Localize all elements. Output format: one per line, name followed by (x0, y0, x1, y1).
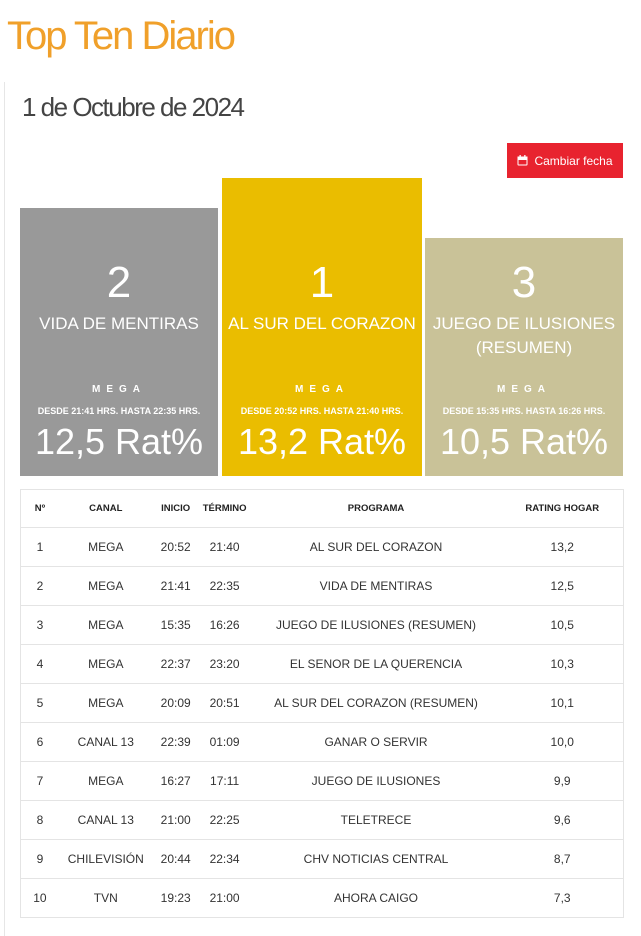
calendar-icon (517, 155, 528, 166)
cell-rating: 10,0 (501, 723, 623, 762)
cell-canal: CANAL 13 (59, 801, 153, 840)
cell-inicio: 22:37 (153, 645, 199, 684)
cell-no: 8 (21, 801, 59, 840)
cell-inicio: 22:39 (153, 723, 199, 762)
cell-canal: MEGA (59, 645, 153, 684)
table-row (21, 879, 624, 918)
cell-programa: JUEGO DE ILUSIONES (251, 762, 502, 801)
cell-rating: 10,1 (501, 684, 623, 723)
podium-rank: 3 (511, 258, 537, 307)
ranking-table (20, 489, 624, 918)
cell-canal: MEGA (59, 606, 153, 645)
page-title: Top Ten Diario (7, 14, 234, 58)
cell-canal: CHILEVISIÓN (59, 840, 153, 879)
table-row (21, 723, 624, 762)
cell-programa: TELETRECE (251, 801, 502, 840)
cell-termino: 22:34 (199, 840, 251, 879)
table-row (21, 801, 624, 840)
table-header-row (21, 490, 624, 528)
cell-rating: 12,5 (501, 567, 623, 606)
cell-no: 9 (21, 840, 59, 879)
cell-inicio: 20:44 (153, 840, 199, 879)
podium-channel: MEGA (497, 384, 551, 395)
podium-program: VIDA DE MENTIRAS (39, 314, 199, 333)
cell-no: 3 (21, 606, 59, 645)
table-row (21, 684, 624, 723)
table-row (21, 645, 624, 684)
cell-no: 2 (21, 567, 59, 606)
podium-card-second[interactable] (20, 208, 218, 476)
podium-channel: MEGA (92, 384, 146, 395)
podium-channel: MEGA (295, 384, 349, 395)
cell-programa: EL SENOR DE LA QUERENCIA (251, 645, 502, 684)
podium-times: DESDE 21:41 HRS. HASTA 22:35 HRS. (37, 406, 201, 416)
cell-rating: 9,6 (501, 801, 623, 840)
cell-no: 10 (33, 891, 47, 905)
cell-inicio: 20:09 (153, 684, 199, 723)
change-date-button[interactable] (507, 143, 623, 178)
podium-rank: 2 (106, 258, 132, 307)
table-row (21, 840, 624, 879)
cell-inicio: 15:35 (153, 606, 199, 645)
podium-rating: 12,5 Rat% (34, 421, 204, 462)
cell-canal: MEGA (59, 567, 153, 606)
podium-rank: 1 (309, 258, 335, 307)
cell-no: 4 (21, 645, 59, 684)
cell-programa: GANAR O SERVIR (251, 723, 502, 762)
cell-termino: 21:00 (209, 891, 240, 905)
date-heading: 1 de Octubre de 2024 (22, 92, 244, 122)
cell-canal: TVN (93, 891, 118, 905)
cell-inicio: 19:23 (160, 891, 191, 905)
cell-termino: 22:35 (199, 567, 251, 606)
podium-card-third[interactable] (425, 238, 623, 476)
cell-termino: 17:11 (199, 762, 251, 801)
cell-rating: 9,9 (501, 762, 623, 801)
cell-no: 6 (21, 723, 59, 762)
cell-termino: 21:40 (199, 528, 251, 567)
cell-inicio: 21:41 (153, 567, 199, 606)
change-date-label: Cambiar fecha (534, 153, 613, 168)
cell-canal: CANAL 13 (59, 723, 153, 762)
cell-termino: 23:20 (199, 645, 251, 684)
table-row (21, 762, 624, 801)
cell-termino: 01:09 (199, 723, 251, 762)
cell-termino: 22:25 (199, 801, 251, 840)
podium-times: DESDE 15:35 HRS. HASTA 16:26 HRS. (442, 406, 606, 416)
cell-rating: 10,3 (501, 645, 623, 684)
cell-canal: MEGA (59, 684, 153, 723)
cell-rating: 13,2 (501, 528, 623, 567)
podium-rating: 13,2 Rat% (237, 421, 407, 462)
cell-programa: AL SUR DEL CORAZON (RESUMEN) (251, 684, 502, 723)
col-header-inicio: INICIO (153, 490, 199, 528)
cell-no: 7 (21, 762, 59, 801)
cell-programa: AL SUR DEL CORAZON (251, 528, 502, 567)
cell-canal: MEGA (59, 528, 153, 567)
podium-card-first[interactable] (222, 178, 422, 476)
cell-programa: AHORA CAIGO (334, 891, 419, 905)
col-header-termino: TÉRMINO (199, 490, 251, 528)
cell-programa: VIDA DE MENTIRAS (251, 567, 502, 606)
table-row (21, 528, 624, 567)
podium-times: DESDE 20:52 HRS. HASTA 21:40 HRS. (240, 406, 404, 416)
col-header-programa: PROGRAMA (251, 490, 502, 528)
table-row (21, 606, 624, 645)
cell-programa: CHV NOTICIAS CENTRAL (251, 840, 502, 879)
cell-inicio: 21:00 (153, 801, 199, 840)
cell-no: 5 (21, 684, 59, 723)
podium-rating: 10,5 Rat% (439, 421, 609, 462)
cell-rating: 10,5 (501, 606, 623, 645)
cell-rating: 7,3 (553, 891, 571, 905)
cell-rating: 8,7 (501, 840, 623, 879)
cell-canal: MEGA (59, 762, 153, 801)
col-header-rating: RATING HOGAR (501, 490, 623, 528)
cell-termino: 20:51 (199, 684, 251, 723)
col-header-no: Nº (21, 490, 59, 528)
cell-no: 1 (21, 528, 59, 567)
cell-programa: JUEGO DE ILUSIONES (RESUMEN) (251, 606, 502, 645)
cell-termino: 16:26 (199, 606, 251, 645)
cell-inicio: 20:52 (153, 528, 199, 567)
cell-inicio: 16:27 (153, 762, 199, 801)
table-row (21, 567, 624, 606)
col-header-canal: CANAL (59, 490, 153, 528)
podium-program: AL SUR DEL CORAZON (228, 314, 416, 333)
podium-program: JUEGO DE ILUSIONES (RESUMEN) (432, 314, 616, 357)
